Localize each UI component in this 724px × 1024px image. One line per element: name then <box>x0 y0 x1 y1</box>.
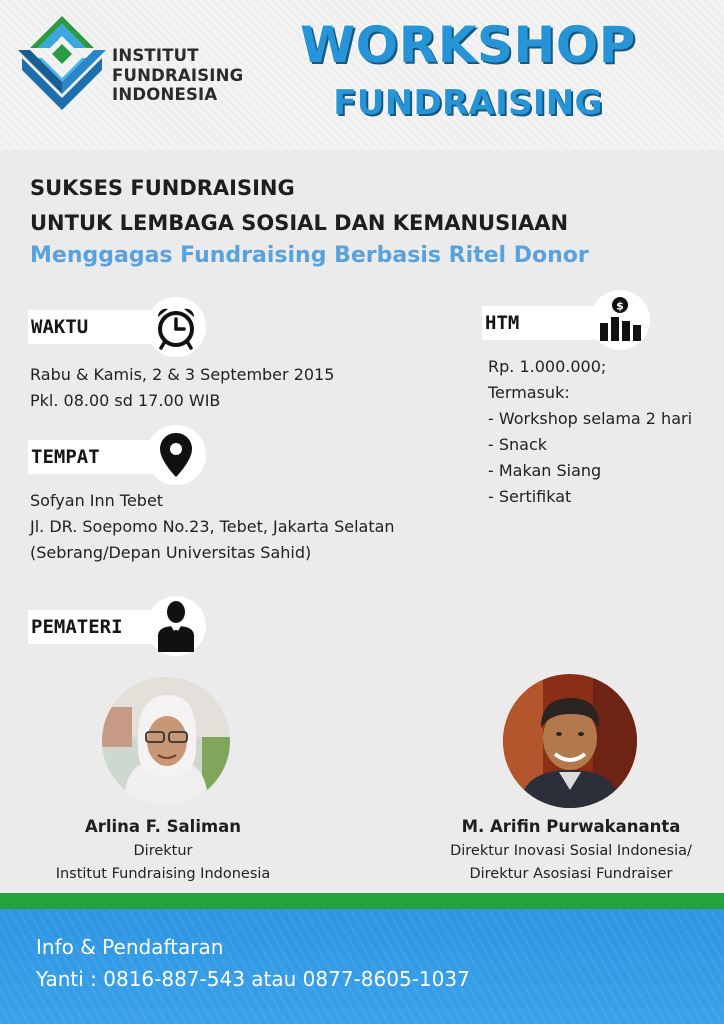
pemateri-icon-circle <box>146 596 206 656</box>
waktu-icon-circle <box>146 297 206 357</box>
workshop-subtitle: FUNDRAISING <box>333 83 603 123</box>
speaker-1-role <box>30 840 296 886</box>
headline-line-2: UNTUK LEMBAGA SOSIAL DAN KEMANUSIAAN <box>30 211 569 235</box>
logo-line-1: INSTITUT <box>112 46 199 65</box>
workshop-title: WORKSHOP <box>300 16 636 74</box>
speaker-2-portrait-icon <box>503 674 637 808</box>
htm-line-4: - Snack <box>488 435 548 454</box>
speaker-2-name: M. Arifin Purwakananta <box>461 817 681 836</box>
tempat-details <box>30 488 395 566</box>
htm-line-6: - Sertifikat <box>488 487 572 506</box>
alarm-clock-icon <box>152 303 200 351</box>
tempat-label: TEMPAT <box>28 440 178 474</box>
tempat-icon-circle <box>146 425 206 485</box>
svg-text:$: $ <box>616 299 624 313</box>
htm-line-2: Termasuk: <box>488 383 570 402</box>
speaker-2-role-line-2: Direktur Asosiasi Fundraiser <box>469 866 673 882</box>
waktu-label: WAKTU <box>28 310 178 344</box>
speaker-2-role <box>428 840 714 886</box>
green-divider <box>0 893 724 909</box>
tempat-line-1: Sofyan Inn Tebet <box>30 491 164 510</box>
waktu-details <box>30 362 334 414</box>
speaker-1-name: Arlina F. Saliman <box>84 817 242 836</box>
footer-info-title: Info & Pendaftaran <box>36 935 224 959</box>
logo-line-2: FUNDRAISING <box>112 65 244 85</box>
footer-contact-phone: Yanti : 0816-887-543 atau 0877-8605-1037 <box>36 967 470 991</box>
htm-line-1: Rp. 1.000.000; <box>488 357 607 376</box>
pemateri-label: PEMATERI <box>28 610 178 644</box>
htm-label: HTM <box>482 306 622 340</box>
headline-line-1: SUKSES FUNDRAISING <box>30 176 295 200</box>
money-chart-icon <box>596 295 644 345</box>
speaker-1-role-line-2: Institut Fundraising Indonesia <box>55 866 271 882</box>
tempat-line-3: (Sebrang/Depan Universitas Sahid) <box>30 543 312 562</box>
speaker-1-role-line-1: Direktur <box>133 843 193 859</box>
tagline: Menggagas Fundraising Berbasis Ritel Donor <box>30 243 589 268</box>
logo-icon <box>16 14 108 116</box>
waktu-line-2: Pkl. 08.00 sd 17.00 WIB <box>30 391 221 410</box>
speaker-1-photo <box>102 677 230 805</box>
htm-details <box>488 354 692 510</box>
logo-text <box>112 46 272 105</box>
speaker-2-role-line-1: Direktur Inovasi Sosial Indonesia/ <box>450 843 692 859</box>
waktu-line-1: Rabu & Kamis, 2 & 3 September 2015 <box>30 365 335 384</box>
htm-icon-circle <box>590 290 650 350</box>
tempat-line-2: Jl. DR. Soepomo No.23, Tebet, Jakarta Selatan <box>30 517 395 536</box>
speaker-2-photo <box>503 674 637 808</box>
logo-line-3: INDONESIA <box>112 85 218 104</box>
header-banner <box>0 0 724 150</box>
htm-line-3: - Workshop selama 2 hari <box>488 409 693 428</box>
speaker-1-portrait-icon <box>102 677 230 805</box>
htm-line-5: - Makan Siang <box>488 461 602 480</box>
footer-contact <box>0 909 724 1024</box>
speaker-person-icon <box>156 600 196 652</box>
map-pin-icon <box>156 431 196 479</box>
